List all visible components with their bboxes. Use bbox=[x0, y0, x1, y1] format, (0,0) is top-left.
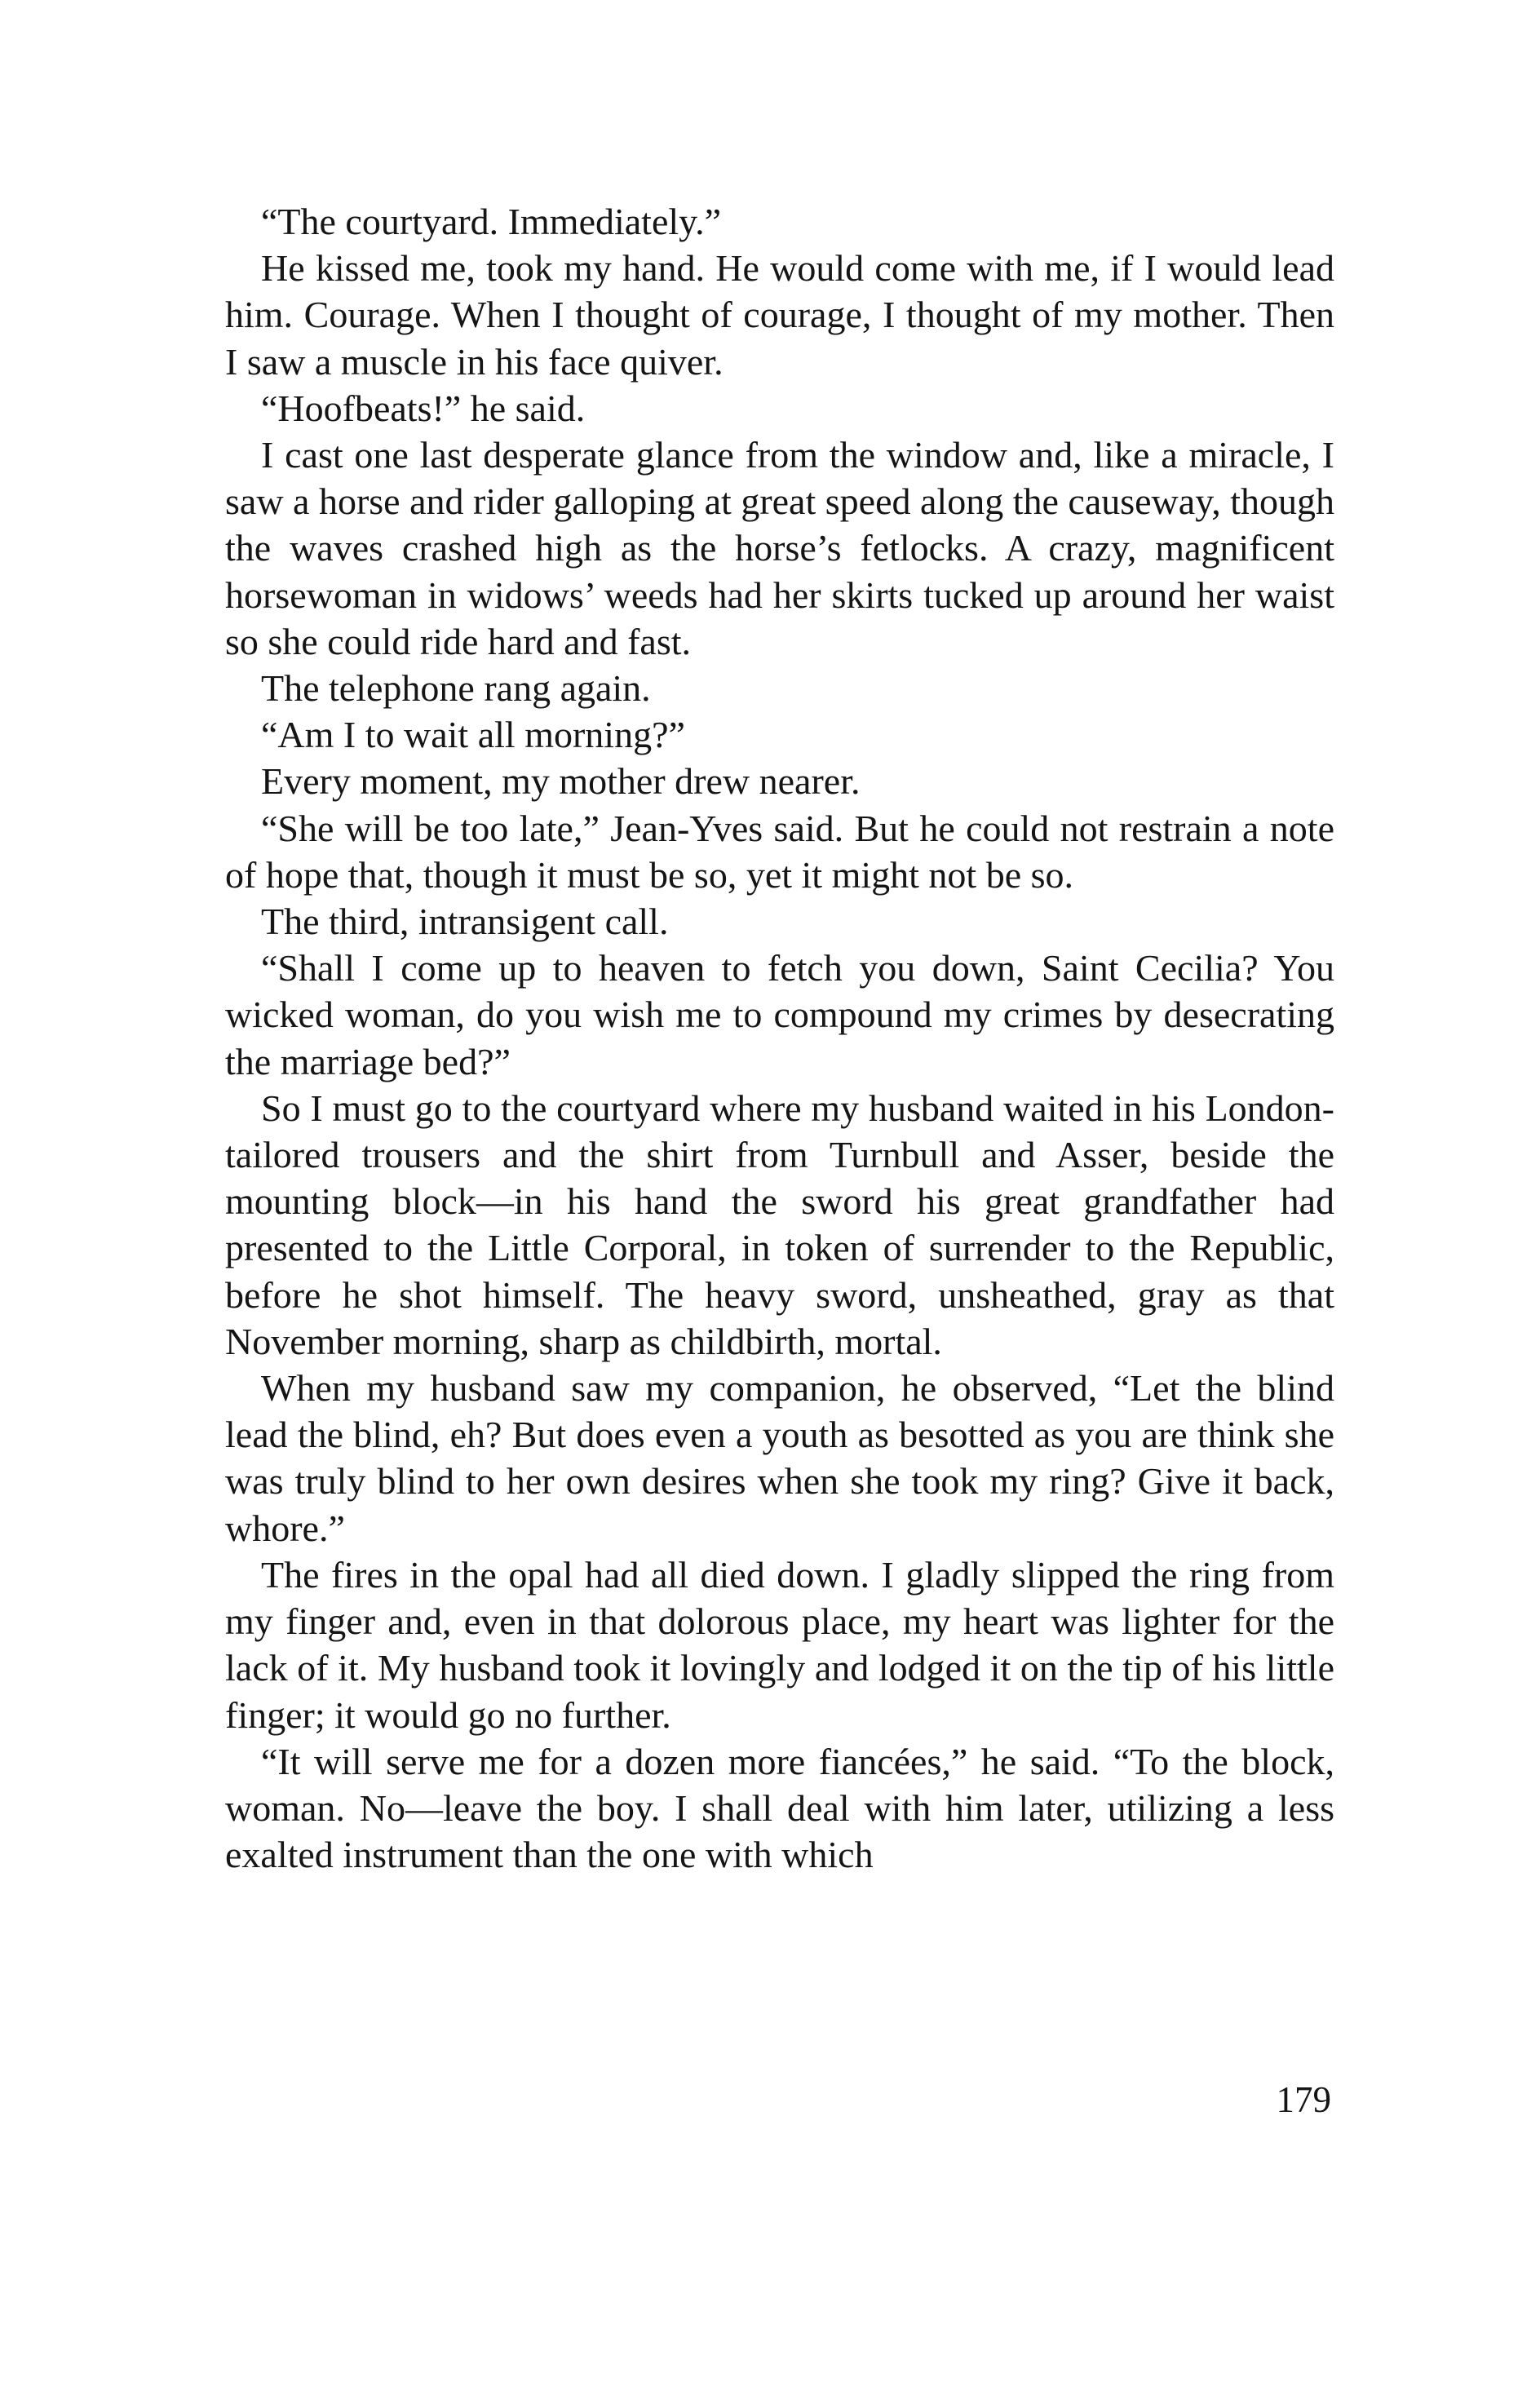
paragraph: The telephone rang again. bbox=[261, 667, 651, 710]
paragraph: “Hoofbeats!” he said. bbox=[261, 387, 586, 429]
paragraph: He kissed me, took my hand. He would come with me, if I would lead him. Courage. When I thought of courage, I thought of my mother. Then I saw a muscle in his face quiver. bbox=[225, 247, 1334, 383]
paragraph: When my husband saw my companion, he observed, “Let the blind lead the blind, eh? But does even a youth as besotted as you are think she was truly blind to her own desires when she took my ring? Give it back, whore.” bbox=[225, 1367, 1334, 1549]
paragraph: “She will be too late,” Jean-Yves said. But he could not restrain a note of hope that, though it must be so, yet it might not be so. bbox=[225, 807, 1334, 896]
page-number: 179 bbox=[1276, 2079, 1331, 2120]
paragraph: The fires in the opal had all died down. I gladly slipped the ring from my finger and, even in that dolorous place, my heart was lighter for the lack of it. My husband took it lovingly and lodged it on the tip of his little finger; it would go no further. bbox=[225, 1553, 1334, 1736]
paragraph: “The courtyard. Immediately.” bbox=[261, 201, 722, 242]
paragraph: I cast one last desperate glance from the window and, like a miracle, I saw a horse and rider galloping at great speed along the causeway, though the waves crashed high as the horse’s fetlocks. A crazy, magnificent horsewoman in widows’ weeds had her skirts tucked up around her waist so she could ride hard and fast. bbox=[225, 434, 1334, 662]
paragraph: “Am I to wait all morning?” bbox=[261, 714, 685, 756]
paragraph: The third, intransigent call. bbox=[261, 901, 669, 943]
paragraph: “Shall I come up to heaven to fetch you down, Saint Cecilia? You wicked woman, do you wish me to compound my crimes by desecrating the marriage bed?” bbox=[225, 947, 1334, 1082]
paragraph: “It will serve me for a dozen more fiancées,” he said. “To the block, woman. No—leave the boy. I shall deal with him later, utilizing a less exalted instrument than the one with which bbox=[225, 1740, 1334, 1876]
paragraph: So I must go to the courtyard where my husband waited in his London-tailored trousers and the shirt from Turnbull and Asser, beside the mounting block—in his hand the sword his great grandfather had presented to the Little Corporal, in token of surrender to the Republic, before he shot himself. The heavy sword, unsheathed, gray as that November morning, sharp as childbirth, mortal. bbox=[225, 1087, 1334, 1362]
body-text bbox=[225, 198, 1334, 1878]
paragraph: Every moment, my mother drew nearer. bbox=[261, 760, 861, 803]
